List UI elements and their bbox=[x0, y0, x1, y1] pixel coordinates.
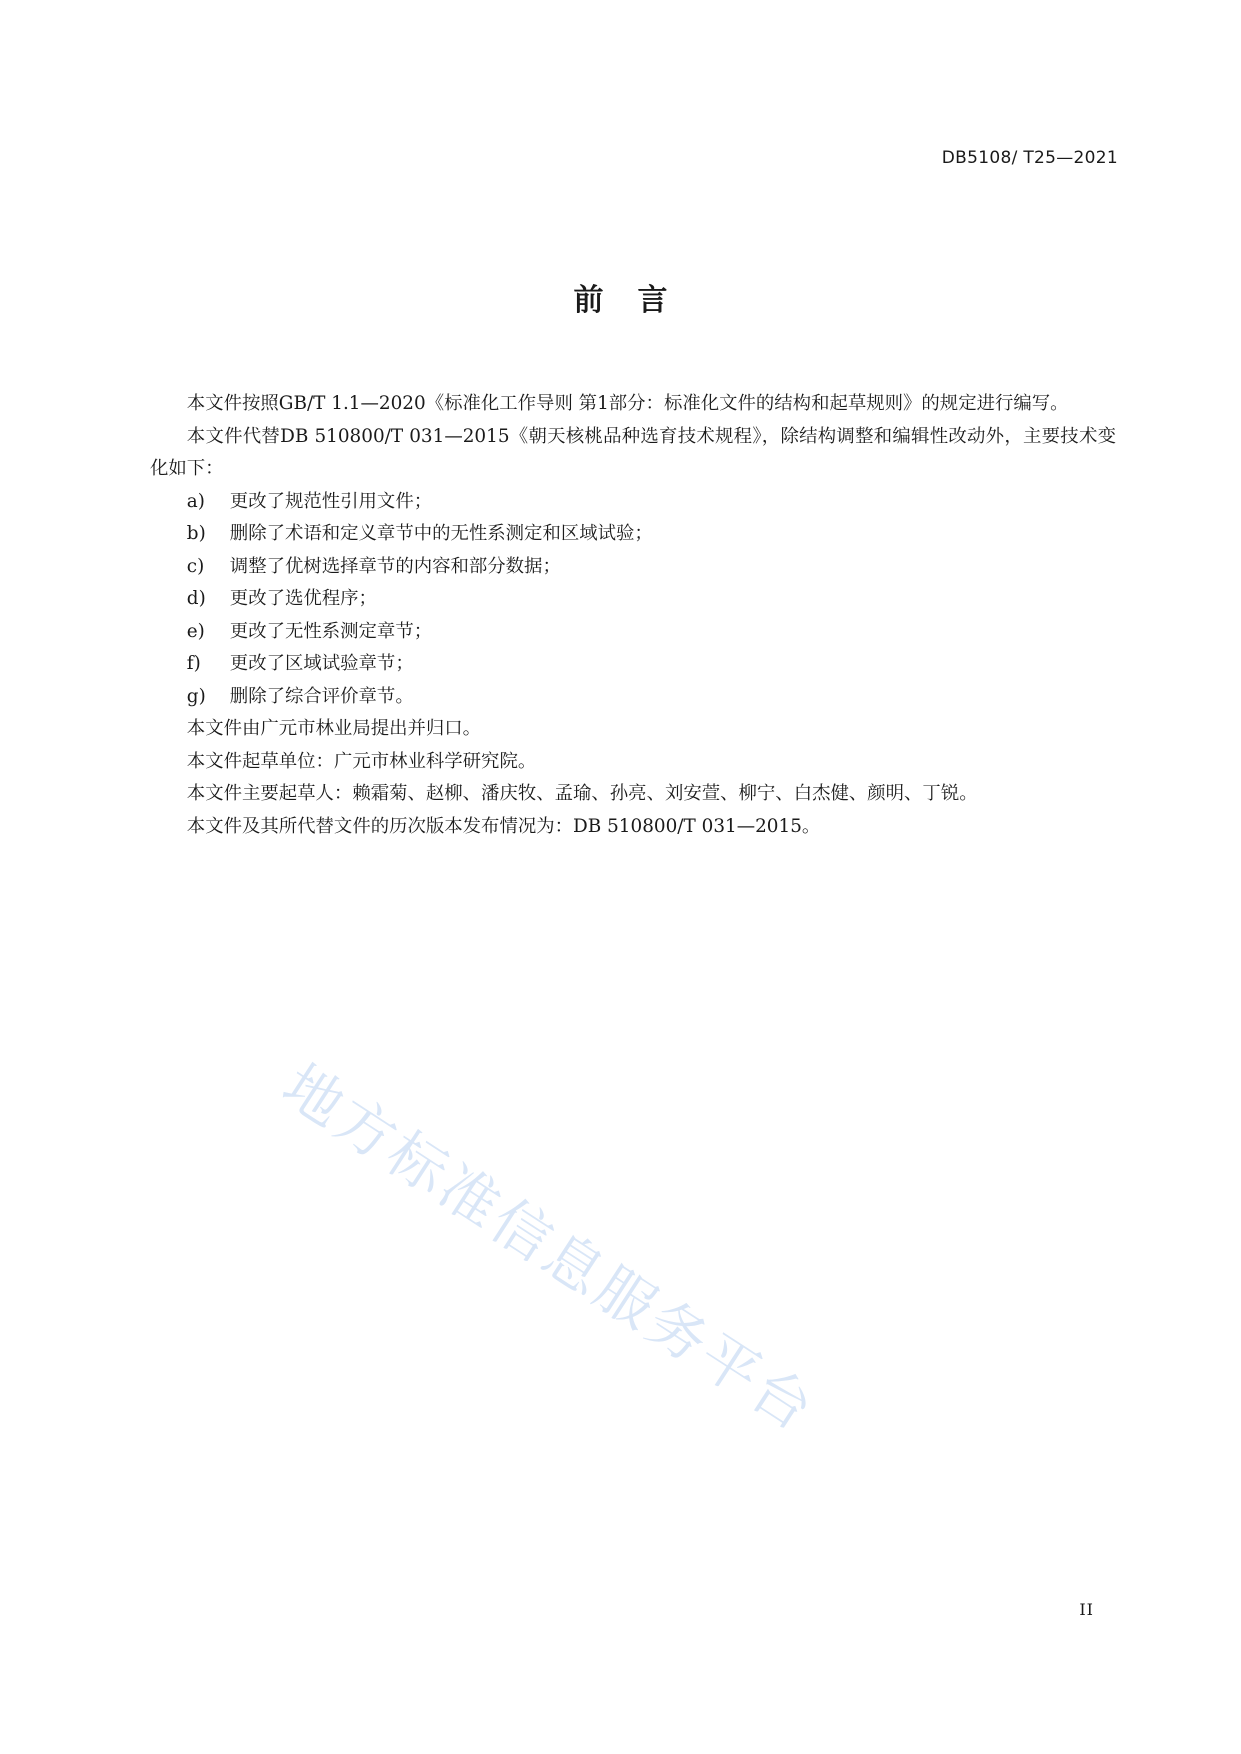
document-code: DB5108/ T25—2021 bbox=[941, 148, 1118, 168]
document-body bbox=[150, 388, 1116, 843]
list-marker: a) bbox=[186, 490, 205, 512]
list-marker: d) bbox=[186, 588, 206, 609]
paragraph-drafting-rules: 本文件按照GB/T 1.1—2020《标准化工作导则 第1部分：标准化文件的结构和起草规则》的规定进行编写。 bbox=[186, 393, 1069, 414]
list-item-text: 调整了优树选择章节的内容和部分数据； bbox=[229, 555, 561, 577]
list-item bbox=[150, 681, 1116, 714]
list-marker: c) bbox=[186, 555, 205, 577]
list-item-text: 更改了无性系测定章节； bbox=[229, 620, 433, 642]
paragraph-drafters: 本文件主要起草人：赖霜菊、赵柳、潘庆牧、孟瑜、孙亮、刘安萱、柳宁、白杰健、颜明、丁锐。 bbox=[186, 783, 978, 804]
list-item-text: 更改了区域试验章节； bbox=[229, 653, 414, 674]
list-item bbox=[150, 486, 1116, 519]
list-item bbox=[150, 648, 1116, 681]
paragraph-version-history: 本文件及其所代替文件的历次版本发布情况为：DB 510800/T 031—2015。 bbox=[186, 815, 821, 837]
list-marker: b) bbox=[186, 523, 206, 544]
changes-list bbox=[150, 486, 1116, 714]
list-item-text: 删除了术语和定义章节中的无性系测定和区域试验； bbox=[229, 523, 653, 544]
list-item-text: 删除了综合评价章节。 bbox=[229, 685, 414, 707]
paragraph-proposer: 本文件由广元市林业局提出并归口。 bbox=[186, 718, 482, 739]
page-number: II bbox=[1079, 1600, 1094, 1619]
list-item bbox=[150, 616, 1116, 649]
list-item bbox=[150, 518, 1116, 551]
list-item bbox=[150, 583, 1116, 616]
list-marker: g) bbox=[186, 685, 206, 707]
paragraph-drafting-unit: 本文件起草单位：广元市林业科学研究院。 bbox=[186, 750, 537, 772]
list-marker: e) bbox=[186, 620, 205, 642]
watermark: 地方标准信息服务平台 bbox=[270, 1050, 828, 1446]
page-title: 前言 bbox=[573, 283, 702, 318]
list-item-text: 更改了规范性引用文件； bbox=[229, 490, 433, 512]
list-item-text: 更改了选优程序； bbox=[229, 588, 377, 609]
list-marker: f) bbox=[186, 653, 201, 674]
paragraph-replacement: 本文件代替DB 510800/T 031—2015《朝天核桃品种选育技术规程》，除结构调整和编辑性改动外，主要技术变化如下： bbox=[150, 425, 1116, 479]
list-item bbox=[150, 551, 1116, 584]
